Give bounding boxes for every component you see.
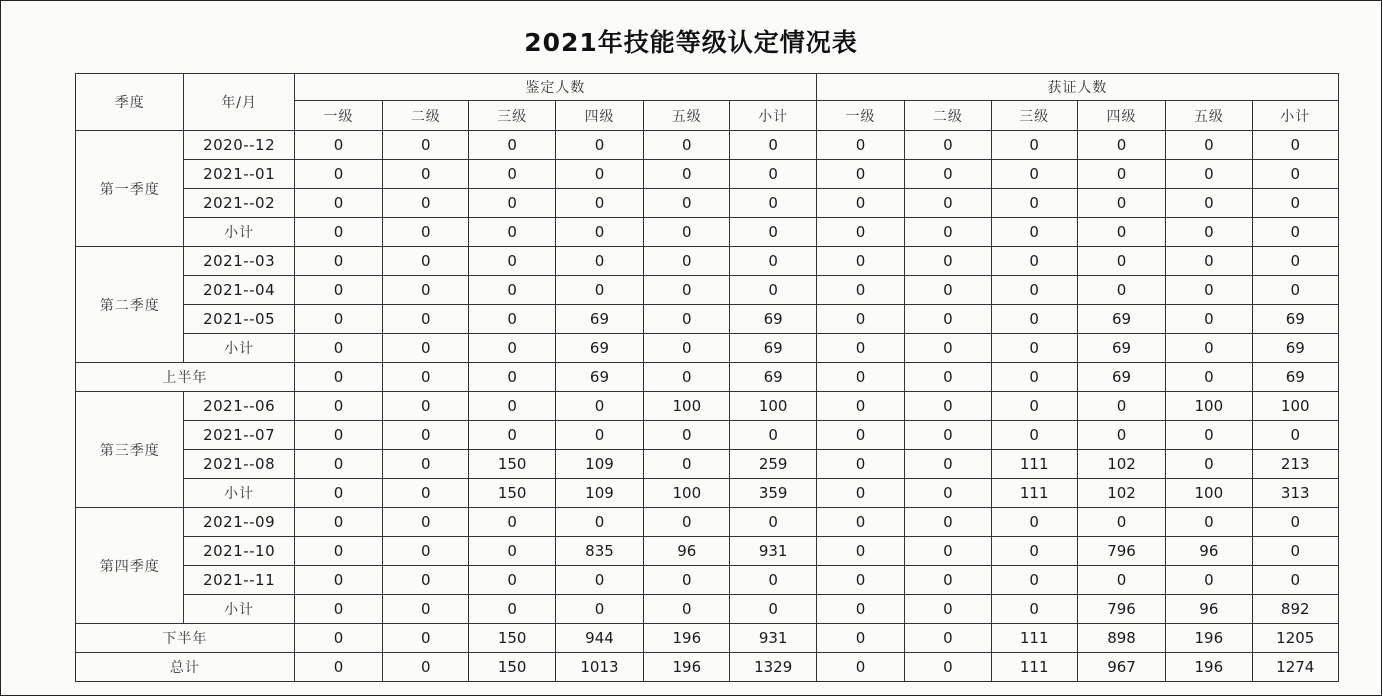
- value-cell: 0: [1252, 537, 1339, 566]
- value-cell: 0: [383, 624, 469, 653]
- header-row-1: [76, 74, 1339, 101]
- value-cell: 0: [905, 131, 991, 160]
- value-cell: 69: [1252, 363, 1339, 392]
- value-cell: 0: [555, 189, 643, 218]
- month-cell: 2021--01: [184, 160, 294, 189]
- value-cell: 0: [816, 537, 904, 566]
- value-cell: 0: [905, 624, 991, 653]
- month-cell: 2021--09: [184, 508, 294, 537]
- value-cell: 0: [1252, 131, 1339, 160]
- table-row: [76, 566, 1339, 595]
- value-cell: 0: [816, 508, 904, 537]
- value-cell: 69: [1077, 334, 1165, 363]
- table-row: [76, 508, 1339, 537]
- value-cell: 967: [1077, 653, 1165, 682]
- value-cell: 0: [555, 595, 643, 624]
- value-cell: 0: [1166, 421, 1252, 450]
- value-cell: 0: [816, 392, 904, 421]
- value-cell: 0: [469, 392, 555, 421]
- value-cell: 102: [1077, 450, 1165, 479]
- value-cell: 0: [469, 305, 555, 334]
- table-row: [76, 189, 1339, 218]
- month-cell: 2020--12: [184, 131, 294, 160]
- season-label: 第三季度: [76, 392, 184, 508]
- value-cell: 0: [383, 334, 469, 363]
- value-cell: 0: [1077, 160, 1165, 189]
- value-cell: 69: [730, 363, 816, 392]
- value-cell: 0: [555, 508, 643, 537]
- value-cell: 0: [991, 218, 1077, 247]
- value-cell: 0: [991, 537, 1077, 566]
- table-row: [76, 276, 1339, 305]
- value-cell: 0: [294, 624, 382, 653]
- table-row: [76, 160, 1339, 189]
- value-cell: 0: [644, 334, 730, 363]
- value-cell: 0: [469, 566, 555, 595]
- value-cell: 100: [730, 392, 816, 421]
- value-cell: 0: [1166, 276, 1252, 305]
- level-header: 一级: [294, 101, 382, 131]
- value-cell: 0: [383, 363, 469, 392]
- value-cell: 0: [1077, 247, 1165, 276]
- value-cell: 196: [644, 624, 730, 653]
- value-cell: 0: [294, 392, 382, 421]
- value-cell: 1329: [730, 653, 816, 682]
- value-cell: 0: [644, 305, 730, 334]
- value-cell: 0: [383, 653, 469, 682]
- value-cell: 69: [555, 363, 643, 392]
- value-cell: 102: [1077, 479, 1165, 508]
- value-cell: 0: [469, 421, 555, 450]
- value-cell: 0: [555, 247, 643, 276]
- value-cell: 96: [1166, 595, 1252, 624]
- month-cell: 小计: [184, 479, 294, 508]
- value-cell: 0: [383, 247, 469, 276]
- value-cell: 0: [644, 508, 730, 537]
- value-cell: 0: [294, 218, 382, 247]
- table-row: [76, 131, 1339, 160]
- value-cell: 0: [816, 566, 904, 595]
- table-row: [76, 247, 1339, 276]
- level-header: 五级: [1166, 101, 1252, 131]
- value-cell: 0: [555, 566, 643, 595]
- value-cell: 0: [730, 160, 816, 189]
- value-cell: 213: [1252, 450, 1339, 479]
- value-cell: 0: [1252, 247, 1339, 276]
- value-cell: 0: [1166, 247, 1252, 276]
- value-cell: 313: [1252, 479, 1339, 508]
- value-cell: 0: [644, 566, 730, 595]
- value-cell: 0: [905, 392, 991, 421]
- value-cell: 0: [469, 334, 555, 363]
- value-cell: 0: [469, 595, 555, 624]
- value-cell: 0: [1166, 450, 1252, 479]
- value-cell: 0: [383, 131, 469, 160]
- value-cell: 0: [991, 363, 1077, 392]
- value-cell: 0: [294, 189, 382, 218]
- value-cell: 0: [644, 160, 730, 189]
- value-cell: 259: [730, 450, 816, 479]
- value-cell: 0: [991, 566, 1077, 595]
- level-header: 四级: [1077, 101, 1165, 131]
- level-header: 一级: [816, 101, 904, 131]
- value-cell: 0: [469, 363, 555, 392]
- value-cell: 111: [991, 653, 1077, 682]
- value-cell: 0: [816, 363, 904, 392]
- value-cell: 0: [991, 276, 1077, 305]
- value-cell: 0: [816, 218, 904, 247]
- level-header: 五级: [644, 101, 730, 131]
- month-header: 年/月: [184, 74, 294, 131]
- table-row: [76, 595, 1339, 624]
- value-cell: 0: [991, 247, 1077, 276]
- value-cell: 0: [555, 160, 643, 189]
- value-cell: 150: [469, 653, 555, 682]
- value-cell: 0: [294, 450, 382, 479]
- value-cell: 100: [1166, 479, 1252, 508]
- value-cell: 69: [555, 334, 643, 363]
- value-cell: 0: [644, 218, 730, 247]
- month-cell: 小计: [184, 218, 294, 247]
- value-cell: 0: [644, 363, 730, 392]
- value-cell: 0: [1166, 189, 1252, 218]
- value-cell: 0: [294, 595, 382, 624]
- value-cell: 796: [1077, 595, 1165, 624]
- value-cell: 0: [555, 218, 643, 247]
- month-cell: 小计: [184, 595, 294, 624]
- value-cell: 0: [905, 508, 991, 537]
- value-cell: 0: [294, 508, 382, 537]
- value-cell: 0: [730, 218, 816, 247]
- value-cell: 0: [905, 450, 991, 479]
- value-cell: 0: [816, 479, 904, 508]
- value-cell: 0: [383, 421, 469, 450]
- value-cell: 0: [991, 160, 1077, 189]
- value-cell: 892: [1252, 595, 1339, 624]
- value-cell: 0: [1077, 218, 1165, 247]
- value-cell: 0: [555, 421, 643, 450]
- value-cell: 0: [469, 189, 555, 218]
- level-header: 三级: [469, 101, 555, 131]
- value-cell: 0: [816, 624, 904, 653]
- level-header: 三级: [991, 101, 1077, 131]
- value-cell: 0: [730, 595, 816, 624]
- value-cell: 0: [1252, 189, 1339, 218]
- value-cell: 0: [383, 189, 469, 218]
- table-row: [76, 479, 1339, 508]
- value-cell: 0: [294, 334, 382, 363]
- value-cell: 0: [816, 450, 904, 479]
- value-cell: 69: [1077, 363, 1165, 392]
- month-cell: 2021--10: [184, 537, 294, 566]
- value-cell: 0: [1166, 508, 1252, 537]
- value-cell: 0: [383, 305, 469, 334]
- value-cell: 0: [294, 131, 382, 160]
- value-cell: 100: [1252, 392, 1339, 421]
- value-cell: 0: [1252, 276, 1339, 305]
- month-cell: 小计: [184, 334, 294, 363]
- value-cell: 0: [816, 334, 904, 363]
- value-cell: 0: [816, 189, 904, 218]
- value-cell: 0: [1077, 566, 1165, 595]
- value-cell: 359: [730, 479, 816, 508]
- value-cell: 898: [1077, 624, 1165, 653]
- month-cell: 2021--08: [184, 450, 294, 479]
- value-cell: 0: [816, 653, 904, 682]
- value-cell: 0: [294, 421, 382, 450]
- value-cell: 0: [1077, 189, 1165, 218]
- page-title: 2021年技能等级认定情况表: [524, 28, 858, 57]
- value-cell: 150: [469, 450, 555, 479]
- value-cell: 0: [905, 276, 991, 305]
- value-cell: 835: [555, 537, 643, 566]
- summary-label: 上半年: [76, 363, 295, 392]
- value-cell: 0: [294, 305, 382, 334]
- level-header: 小计: [730, 101, 816, 131]
- value-cell: 0: [730, 421, 816, 450]
- value-cell: 96: [1166, 537, 1252, 566]
- summary-label: 下半年: [76, 624, 295, 653]
- value-cell: 0: [294, 653, 382, 682]
- value-cell: 0: [991, 392, 1077, 421]
- summary-row: [76, 363, 1339, 392]
- value-cell: 0: [816, 305, 904, 334]
- value-cell: 111: [991, 450, 1077, 479]
- level-header: 二级: [383, 101, 469, 131]
- value-cell: 111: [991, 624, 1077, 653]
- month-cell: 2021--06: [184, 392, 294, 421]
- month-cell: 2021--03: [184, 247, 294, 276]
- value-cell: 0: [905, 421, 991, 450]
- value-cell: 0: [469, 218, 555, 247]
- value-cell: 0: [644, 595, 730, 624]
- value-cell: 0: [905, 189, 991, 218]
- value-cell: 0: [991, 421, 1077, 450]
- value-cell: 931: [730, 624, 816, 653]
- month-cell: 2021--02: [184, 189, 294, 218]
- value-cell: 69: [730, 305, 816, 334]
- value-cell: 0: [294, 479, 382, 508]
- value-cell: 0: [1077, 508, 1165, 537]
- value-cell: 0: [1166, 160, 1252, 189]
- season-label: 第四季度: [76, 508, 184, 624]
- value-cell: 0: [905, 218, 991, 247]
- value-cell: 0: [383, 537, 469, 566]
- value-cell: 0: [730, 247, 816, 276]
- value-cell: 0: [816, 131, 904, 160]
- value-cell: 150: [469, 479, 555, 508]
- value-cell: 0: [555, 276, 643, 305]
- value-cell: 0: [905, 653, 991, 682]
- month-cell: 2021--11: [184, 566, 294, 595]
- value-cell: 109: [555, 479, 643, 508]
- value-cell: 0: [991, 131, 1077, 160]
- value-cell: 0: [294, 363, 382, 392]
- value-cell: 96: [644, 537, 730, 566]
- value-cell: 0: [905, 566, 991, 595]
- value-cell: 0: [1166, 131, 1252, 160]
- value-cell: 0: [905, 363, 991, 392]
- value-cell: 0: [383, 392, 469, 421]
- value-cell: 0: [816, 276, 904, 305]
- value-cell: 0: [383, 160, 469, 189]
- value-cell: 109: [555, 450, 643, 479]
- value-cell: 0: [816, 160, 904, 189]
- appraisal-header: 鉴定人数: [294, 74, 816, 101]
- value-cell: 0: [816, 247, 904, 276]
- value-cell: 100: [1166, 392, 1252, 421]
- value-cell: 0: [816, 421, 904, 450]
- season-label: 第一季度: [76, 131, 184, 247]
- table-row: [76, 392, 1339, 421]
- value-cell: 0: [905, 160, 991, 189]
- month-cell: 2021--05: [184, 305, 294, 334]
- value-cell: 196: [1166, 653, 1252, 682]
- value-cell: 0: [730, 276, 816, 305]
- table-row: [76, 537, 1339, 566]
- value-cell: 0: [905, 334, 991, 363]
- value-cell: 100: [644, 479, 730, 508]
- month-cell: 2021--07: [184, 421, 294, 450]
- value-cell: 0: [383, 218, 469, 247]
- value-cell: 0: [991, 189, 1077, 218]
- value-cell: 796: [1077, 537, 1165, 566]
- value-cell: 0: [1252, 160, 1339, 189]
- value-cell: 0: [991, 595, 1077, 624]
- value-cell: 0: [730, 189, 816, 218]
- value-cell: 0: [294, 160, 382, 189]
- value-cell: 0: [469, 247, 555, 276]
- level-header: 四级: [555, 101, 643, 131]
- value-cell: 0: [383, 479, 469, 508]
- value-cell: 0: [383, 450, 469, 479]
- value-cell: 0: [383, 595, 469, 624]
- table-row: [76, 421, 1339, 450]
- value-cell: 0: [644, 450, 730, 479]
- value-cell: 0: [816, 595, 904, 624]
- value-cell: 0: [469, 131, 555, 160]
- value-cell: 0: [1077, 131, 1165, 160]
- table-row: [76, 450, 1339, 479]
- value-cell: 0: [1077, 392, 1165, 421]
- value-cell: 69: [730, 334, 816, 363]
- value-cell: 0: [905, 595, 991, 624]
- value-cell: 1013: [555, 653, 643, 682]
- value-cell: 0: [1166, 334, 1252, 363]
- table-row: [76, 305, 1339, 334]
- value-cell: 69: [1252, 305, 1339, 334]
- level-header: 小计: [1252, 101, 1339, 131]
- value-cell: 150: [469, 624, 555, 653]
- summary-label: 总计: [76, 653, 295, 682]
- value-cell: 0: [1077, 421, 1165, 450]
- value-cell: 0: [730, 566, 816, 595]
- table-row: [76, 218, 1339, 247]
- value-cell: 0: [469, 276, 555, 305]
- summary-row: [76, 653, 1339, 682]
- value-cell: 0: [383, 276, 469, 305]
- value-cell: 0: [730, 131, 816, 160]
- value-cell: 0: [730, 508, 816, 537]
- value-cell: 1274: [1252, 653, 1339, 682]
- value-cell: 0: [905, 305, 991, 334]
- table-row: [76, 334, 1339, 363]
- value-cell: 196: [644, 653, 730, 682]
- value-cell: 0: [1252, 508, 1339, 537]
- value-cell: 0: [383, 566, 469, 595]
- value-cell: 0: [991, 508, 1077, 537]
- value-cell: 0: [644, 276, 730, 305]
- value-cell: 0: [1252, 421, 1339, 450]
- season-header: 季度: [76, 74, 184, 131]
- value-cell: 0: [644, 247, 730, 276]
- level-header: 二级: [905, 101, 991, 131]
- value-cell: 1205: [1252, 624, 1339, 653]
- certified-header: 获证人数: [816, 74, 1338, 101]
- value-cell: 931: [730, 537, 816, 566]
- value-cell: 0: [905, 247, 991, 276]
- summary-row: [76, 624, 1339, 653]
- value-cell: 0: [905, 479, 991, 508]
- value-cell: 69: [555, 305, 643, 334]
- value-cell: 0: [644, 189, 730, 218]
- value-cell: 0: [1252, 566, 1339, 595]
- value-cell: 0: [469, 537, 555, 566]
- value-cell: 0: [1166, 305, 1252, 334]
- value-cell: 0: [469, 508, 555, 537]
- value-cell: 0: [1166, 566, 1252, 595]
- value-cell: 0: [1166, 218, 1252, 247]
- value-cell: 0: [383, 508, 469, 537]
- value-cell: 0: [555, 131, 643, 160]
- value-cell: 100: [644, 392, 730, 421]
- value-cell: 0: [469, 160, 555, 189]
- value-cell: 0: [294, 276, 382, 305]
- value-cell: 69: [1077, 305, 1165, 334]
- value-cell: 0: [1077, 276, 1165, 305]
- value-cell: 111: [991, 479, 1077, 508]
- value-cell: 0: [991, 334, 1077, 363]
- value-cell: 0: [294, 247, 382, 276]
- value-cell: 0: [555, 392, 643, 421]
- value-cell: 196: [1166, 624, 1252, 653]
- value-cell: 69: [1252, 334, 1339, 363]
- skill-certification-table: [75, 73, 1339, 682]
- value-cell: 0: [1166, 363, 1252, 392]
- value-cell: 0: [644, 421, 730, 450]
- value-cell: 0: [294, 537, 382, 566]
- value-cell: 0: [294, 566, 382, 595]
- month-cell: 2021--04: [184, 276, 294, 305]
- value-cell: 944: [555, 624, 643, 653]
- season-label: 第二季度: [76, 247, 184, 363]
- value-cell: 0: [644, 131, 730, 160]
- value-cell: 0: [905, 537, 991, 566]
- value-cell: 0: [1252, 218, 1339, 247]
- value-cell: 0: [991, 305, 1077, 334]
